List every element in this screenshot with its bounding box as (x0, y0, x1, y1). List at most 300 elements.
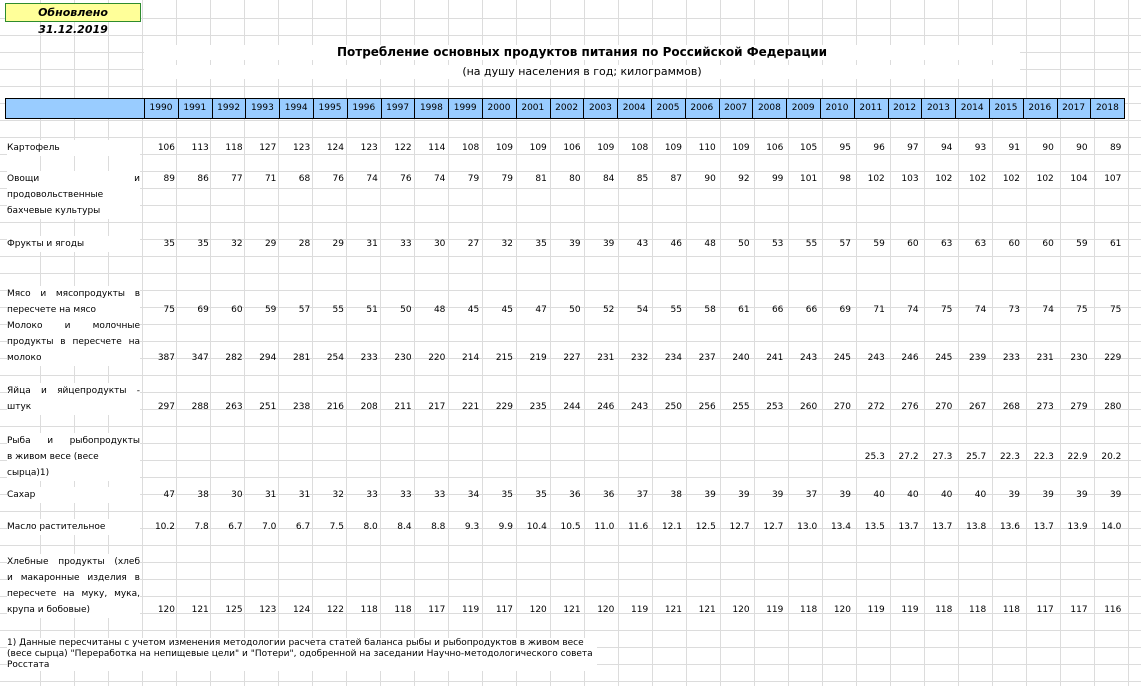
value-cell[interactable]: 77 (231, 174, 243, 184)
value-cell[interactable]: 127 (259, 143, 277, 153)
year-header-2000: 2000 (482, 99, 515, 118)
value-cell[interactable]: 30 (433, 239, 446, 249)
value-cell[interactable]: 90 (1076, 143, 1088, 153)
value-cell[interactable]: 279 (1070, 402, 1088, 412)
value-cell[interactable]: 235 (529, 402, 547, 412)
value-cell[interactable]: 35 (501, 490, 513, 500)
value-cell[interactable]: 76 (400, 174, 412, 184)
year-header-2004: 2004 (617, 99, 650, 118)
year-header-2008: 2008 (752, 99, 785, 118)
value-cell[interactable]: 27 (467, 239, 480, 249)
value-cell[interactable]: 117 (1036, 605, 1054, 615)
value-cell[interactable]: 66 (805, 305, 818, 315)
row-label-line: Яйца и яйцепродукты - (7, 383, 140, 399)
value-cell[interactable]: 50 (738, 239, 750, 249)
value-cell[interactable]: 118 (969, 605, 987, 615)
value-cell[interactable]: 233 (360, 353, 378, 363)
value-cell[interactable]: 30 (231, 490, 243, 500)
value-cell[interactable]: 246 (901, 353, 919, 363)
value-cell[interactable]: 118 (394, 605, 412, 615)
value-cell[interactable]: 109 (495, 143, 513, 153)
value-cell[interactable]: 239 (969, 353, 987, 363)
value-cell[interactable]: 124 (326, 143, 344, 153)
value-cell[interactable]: 39 (1076, 490, 1088, 500)
value-cell[interactable]: 22.3 (999, 452, 1020, 462)
value-cell[interactable]: 29 (332, 239, 344, 249)
row-label-line: Сахар (7, 487, 140, 503)
value-cell[interactable]: 216 (326, 402, 344, 412)
value-cell[interactable]: 39 (771, 490, 784, 500)
value-cell[interactable]: 39 (839, 490, 851, 500)
value-cell[interactable]: 10.4 (526, 522, 547, 532)
value-cell[interactable]: 117 (495, 605, 513, 615)
value-cell[interactable]: 13.7 (1033, 522, 1054, 532)
updated-badge[interactable]: Обновлено 31.12.2019 (5, 3, 141, 22)
value-cell[interactable]: 117 (428, 605, 446, 615)
value-cell[interactable]: 86 (197, 174, 209, 184)
value-cell[interactable]: 43 (636, 239, 649, 249)
value-cell[interactable]: 119 (462, 605, 480, 615)
value-cell[interactable]: 268 (1002, 402, 1020, 412)
value-cell[interactable]: 12.5 (695, 522, 716, 532)
value-cell[interactable]: 273 (1036, 402, 1054, 412)
value-cell[interactable]: 37 (636, 490, 649, 500)
value-cell[interactable]: 14.0 (1101, 522, 1122, 532)
value-cell[interactable]: 6.7 (228, 522, 243, 532)
value-cell[interactable]: 55 (332, 305, 344, 315)
value-cell[interactable]: 69 (197, 305, 209, 315)
year-header-1997: 1997 (381, 99, 414, 118)
value-cell[interactable]: 125 (225, 605, 243, 615)
value-cell[interactable]: 121 (563, 605, 581, 615)
value-cell[interactable]: 108 (631, 143, 649, 153)
value-cell[interactable]: 117 (1070, 605, 1088, 615)
value-cell[interactable]: 237 (698, 353, 716, 363)
value-cell[interactable]: 119 (766, 605, 784, 615)
value-cell[interactable]: 61 (738, 305, 750, 315)
value-cell[interactable]: 233 (1002, 353, 1020, 363)
value-cell[interactable]: 294 (259, 353, 277, 363)
value-cell[interactable]: 35 (197, 239, 209, 249)
value-cell[interactable]: 220 (428, 353, 446, 363)
value-cell[interactable]: 7.0 (262, 522, 277, 532)
value-cell[interactable]: 25.3 (864, 452, 885, 462)
value-cell[interactable]: 246 (597, 402, 615, 412)
value-cell[interactable]: 25.7 (966, 452, 987, 462)
value-cell[interactable]: 48 (704, 239, 716, 249)
value-cell[interactable]: 120 (529, 605, 547, 615)
value-cell[interactable]: 211 (394, 402, 412, 412)
row-label-line: Молоко и молочные (7, 318, 140, 334)
value-cell[interactable]: 47 (163, 490, 175, 500)
value-cell[interactable]: 263 (225, 402, 243, 412)
year-header-1991: 1991 (178, 99, 211, 118)
value-cell[interactable]: 109 (664, 143, 682, 153)
value-cell[interactable]: 74 (907, 305, 919, 315)
value-cell[interactable]: 108 (462, 143, 480, 153)
value-cell[interactable]: 240 (732, 353, 750, 363)
footnote: 1) Данные пересчитаны с учетом изменения методологии расчета статей баланса рыбы и рыбопродуктов в живом весе (весе сырца) "Переработка на непищевые цели" и "Потери", одобренной на заседании Научно-методологического совета Росстата (7, 638, 597, 671)
value-cell[interactable]: 10.2 (154, 522, 175, 532)
value-cell[interactable]: 297 (157, 402, 175, 412)
value-cell[interactable]: 8.4 (397, 522, 412, 532)
value-cell[interactable]: 79 (467, 174, 480, 184)
value-cell[interactable]: 245 (935, 353, 953, 363)
value-cell[interactable]: 63 (940, 239, 953, 249)
value-cell[interactable]: 123 (293, 143, 311, 153)
year-header-1993: 1993 (245, 99, 278, 118)
value-cell[interactable]: 76 (332, 174, 344, 184)
value-cell[interactable]: 282 (225, 353, 243, 363)
value-cell[interactable]: 114 (428, 143, 446, 153)
value-cell[interactable]: 38 (670, 490, 682, 500)
value-cell[interactable]: 121 (698, 605, 716, 615)
value-cell[interactable]: 13.8 (966, 522, 987, 532)
value-cell[interactable]: 75 (1076, 305, 1088, 315)
value-cell[interactable]: 270 (935, 402, 953, 412)
value-cell[interactable]: 102 (935, 174, 953, 184)
value-cell[interactable]: 63 (974, 239, 987, 249)
value-cell[interactable]: 59 (264, 305, 277, 315)
value-cell[interactable]: 241 (766, 353, 784, 363)
value-cell[interactable]: 102 (969, 174, 987, 184)
value-cell[interactable]: 13.4 (830, 522, 851, 532)
value-cell[interactable]: 118 (800, 605, 818, 615)
value-cell[interactable]: 121 (191, 605, 209, 615)
year-header-2002: 2002 (550, 99, 583, 118)
value-cell[interactable]: 13.0 (797, 522, 818, 532)
value-cell[interactable]: 122 (394, 143, 412, 153)
row-label-line: Мясо и мясопродукты в (7, 286, 140, 302)
value-cell[interactable]: 234 (664, 353, 682, 363)
value-cell[interactable]: 387 (157, 353, 175, 363)
value-cell[interactable]: 39 (1109, 490, 1122, 500)
value-cell[interactable]: 54 (636, 305, 649, 315)
year-header-1992: 1992 (212, 99, 245, 118)
value-cell[interactable]: 120 (597, 605, 615, 615)
row-label-line: в живом весе (весе сырца)1) (7, 449, 140, 481)
value-cell[interactable]: 90 (1042, 143, 1054, 153)
value-cell[interactable]: 22.9 (1067, 452, 1088, 462)
value-cell[interactable]: 75 (1109, 305, 1122, 315)
value-cell[interactable]: 55 (670, 305, 682, 315)
value-cell[interactable]: 10.5 (560, 522, 581, 532)
value-cell[interactable]: 109 (732, 143, 750, 153)
value-cell[interactable]: 29 (264, 239, 277, 249)
value-cell[interactable]: 250 (664, 402, 682, 412)
value-cell[interactable]: 45 (501, 305, 513, 315)
value-cell[interactable]: 36 (569, 490, 581, 500)
value-cell[interactable]: 37 (805, 490, 818, 500)
value-cell[interactable]: 208 (360, 402, 378, 412)
value-cell[interactable]: 31 (264, 490, 277, 500)
value-cell[interactable]: 280 (1104, 402, 1122, 412)
value-cell[interactable]: 33 (366, 490, 378, 500)
value-cell[interactable]: 27.2 (898, 452, 919, 462)
value-cell[interactable]: 93 (974, 143, 987, 153)
value-cell[interactable]: 13.6 (999, 522, 1020, 532)
value-cell[interactable]: 95 (839, 143, 851, 153)
value-cell[interactable]: 58 (704, 305, 716, 315)
value-cell[interactable]: 243 (867, 353, 885, 363)
year-header-1994: 1994 (279, 99, 312, 118)
value-cell[interactable]: 243 (800, 353, 818, 363)
value-cell[interactable]: 60 (1008, 239, 1020, 249)
value-cell[interactable]: 98 (839, 174, 851, 184)
value-cell[interactable]: 71 (264, 174, 277, 184)
value-cell[interactable]: 251 (259, 402, 277, 412)
year-header-2006: 2006 (685, 99, 718, 118)
value-cell[interactable]: 74 (366, 174, 378, 184)
value-cell[interactable]: 60 (1042, 239, 1054, 249)
value-cell[interactable]: 124 (293, 605, 311, 615)
row-label-line: молоко (7, 350, 140, 366)
value-cell[interactable]: 106 (766, 143, 784, 153)
value-cell[interactable]: 243 (631, 402, 649, 412)
value-cell[interactable]: 22.3 (1033, 452, 1054, 462)
value-cell[interactable]: 230 (1070, 353, 1088, 363)
value-cell[interactable]: 40 (974, 490, 987, 500)
value-cell[interactable]: 231 (1036, 353, 1054, 363)
value-cell[interactable]: 119 (867, 605, 885, 615)
value-cell[interactable]: 75 (940, 305, 953, 315)
value-cell[interactable]: 347 (191, 353, 209, 363)
value-cell[interactable]: 227 (563, 353, 581, 363)
value-cell[interactable]: 12.7 (763, 522, 784, 532)
value-cell[interactable]: 119 (901, 605, 919, 615)
value-cell[interactable]: 38 (197, 490, 209, 500)
value-cell[interactable]: 80 (569, 174, 581, 184)
value-cell[interactable]: 120 (833, 605, 851, 615)
value-cell[interactable]: 45 (467, 305, 480, 315)
value-cell[interactable]: 59 (1076, 239, 1088, 249)
row-label-line: Фрукты и ягоды (7, 236, 140, 252)
row-label-line: Хлебные продукты (хлеб (7, 554, 140, 570)
row-label-line: продукты в пересчете на (7, 334, 140, 350)
value-cell[interactable]: 33 (400, 490, 412, 500)
value-cell[interactable]: 39 (1008, 490, 1020, 500)
value-cell[interactable]: 217 (428, 402, 446, 412)
value-cell[interactable]: 120 (157, 605, 175, 615)
value-cell[interactable]: 12.1 (661, 522, 682, 532)
value-cell[interactable]: 281 (293, 353, 311, 363)
value-cell[interactable]: 13.7 (898, 522, 919, 532)
value-cell[interactable]: 9.9 (498, 522, 513, 532)
value-cell[interactable]: 229 (495, 402, 513, 412)
value-cell[interactable]: 40 (907, 490, 919, 500)
value-cell[interactable]: 107 (1104, 174, 1122, 184)
value-cell[interactable]: 85 (636, 174, 649, 184)
value-cell[interactable]: 231 (597, 353, 615, 363)
value-cell[interactable]: 87 (670, 174, 682, 184)
value-cell[interactable]: 118 (935, 605, 953, 615)
value-cell[interactable]: 118 (360, 605, 378, 615)
value-cell[interactable]: 116 (1104, 605, 1122, 615)
value-cell[interactable]: 74 (433, 174, 446, 184)
value-cell[interactable]: 60 (907, 239, 919, 249)
value-cell[interactable]: 39 (738, 490, 750, 500)
value-cell[interactable]: 61 (1109, 239, 1122, 249)
value-cell[interactable]: 245 (833, 353, 851, 363)
value-cell[interactable]: 81 (535, 174, 547, 184)
value-cell[interactable]: 47 (535, 305, 547, 315)
value-cell[interactable]: 260 (800, 402, 818, 412)
value-cell[interactable]: 102 (1036, 174, 1054, 184)
value-cell[interactable]: 60 (231, 305, 243, 315)
value-cell[interactable]: 84 (602, 174, 615, 184)
value-cell[interactable]: 79 (501, 174, 513, 184)
value-cell[interactable]: 74 (1042, 305, 1054, 315)
value-cell[interactable]: 232 (631, 353, 649, 363)
value-cell[interactable]: 35 (163, 239, 175, 249)
value-cell[interactable]: 97 (907, 143, 919, 153)
value-cell[interactable]: 122 (326, 605, 344, 615)
value-cell[interactable]: 89 (1109, 143, 1122, 153)
value-cell[interactable]: 121 (664, 605, 682, 615)
value-cell[interactable]: 75 (163, 305, 175, 315)
value-cell[interactable]: 244 (563, 402, 581, 412)
value-cell[interactable]: 120 (732, 605, 750, 615)
value-cell[interactable]: 99 (771, 174, 784, 184)
value-cell[interactable]: 55 (805, 239, 818, 249)
value-cell[interactable]: 7.8 (194, 522, 209, 532)
value-cell[interactable]: 8.8 (431, 522, 446, 532)
value-cell[interactable]: 288 (191, 402, 209, 412)
value-cell[interactable]: 109 (597, 143, 615, 153)
value-cell[interactable]: 48 (433, 305, 446, 315)
value-cell[interactable]: 272 (867, 402, 885, 412)
value-cell[interactable]: 106 (157, 143, 175, 153)
value-cell[interactable]: 6.7 (295, 522, 311, 532)
value-cell[interactable]: 91 (1008, 143, 1020, 153)
value-cell[interactable]: 13.7 (932, 522, 953, 532)
value-cell[interactable]: 66 (771, 305, 784, 315)
value-cell[interactable]: 46 (670, 239, 682, 249)
value-cell[interactable]: 13.9 (1067, 522, 1088, 532)
value-cell[interactable]: 118 (225, 143, 243, 153)
value-cell[interactable]: 102 (867, 174, 885, 184)
value-cell[interactable]: 57 (298, 305, 311, 315)
value-cell[interactable]: 267 (969, 402, 987, 412)
value-cell[interactable]: 11.0 (594, 522, 615, 532)
year-header-1990: 1990 (144, 99, 177, 118)
value-cell[interactable]: 102 (1002, 174, 1020, 184)
value-cell[interactable]: 119 (631, 605, 649, 615)
value-cell[interactable]: 238 (293, 402, 311, 412)
value-cell[interactable]: 123 (259, 605, 277, 615)
value-cell[interactable]: 214 (462, 353, 480, 363)
value-cell[interactable]: 103 (901, 174, 919, 184)
value-cell[interactable]: 109 (529, 143, 547, 153)
value-cell[interactable]: 40 (873, 490, 885, 500)
value-cell[interactable]: 254 (326, 353, 344, 363)
value-cell[interactable]: 9.3 (464, 522, 480, 532)
value-cell[interactable]: 59 (873, 239, 885, 249)
value-cell[interactable]: 33 (400, 239, 412, 249)
value-cell[interactable]: 33 (433, 490, 446, 500)
value-cell[interactable]: 57 (839, 239, 851, 249)
value-cell[interactable]: 229 (1104, 353, 1122, 363)
value-cell[interactable]: 106 (563, 143, 581, 153)
value-cell[interactable]: 11.6 (628, 522, 649, 532)
value-cell[interactable]: 12.7 (729, 522, 750, 532)
value-cell[interactable]: 110 (698, 143, 716, 153)
value-cell[interactable]: 20.2 (1101, 452, 1122, 462)
value-cell[interactable]: 51 (366, 305, 378, 315)
value-cell[interactable]: 230 (394, 353, 412, 363)
year-header-1999: 1999 (448, 99, 481, 118)
value-cell[interactable]: 92 (738, 174, 750, 184)
value-cell[interactable]: 7.5 (329, 522, 344, 532)
value-cell[interactable]: 39 (1042, 490, 1054, 500)
value-cell[interactable]: 104 (1070, 174, 1088, 184)
value-cell[interactable]: 270 (833, 402, 851, 412)
value-cell[interactable]: 32 (231, 239, 243, 249)
value-cell[interactable]: 31 (298, 490, 311, 500)
value-cell[interactable]: 53 (771, 239, 784, 249)
value-cell[interactable]: 71 (873, 305, 885, 315)
value-cell[interactable]: 96 (873, 143, 885, 153)
value-cell[interactable]: 32 (332, 490, 344, 500)
value-cell[interactable]: 74 (974, 305, 987, 315)
year-header-2010: 2010 (820, 99, 853, 118)
year-header-2018: 2018 (1090, 99, 1123, 118)
value-cell[interactable]: 39 (569, 239, 581, 249)
value-cell[interactable]: 68 (298, 174, 311, 184)
value-cell[interactable]: 35 (535, 490, 547, 500)
value-cell[interactable]: 73 (1008, 305, 1020, 315)
value-cell[interactable]: 35 (535, 239, 547, 249)
value-cell[interactable]: 215 (495, 353, 513, 363)
value-cell[interactable]: 253 (766, 402, 784, 412)
year-header-2005: 2005 (651, 99, 684, 118)
value-cell[interactable]: 69 (839, 305, 851, 315)
year-header-2011: 2011 (854, 99, 887, 118)
value-cell[interactable]: 36 (602, 490, 615, 500)
value-cell[interactable]: 256 (698, 402, 716, 412)
value-cell[interactable]: 219 (529, 353, 547, 363)
value-cell[interactable]: 94 (940, 143, 953, 153)
value-cell[interactable]: 39 (602, 239, 615, 249)
value-cell[interactable]: 8.0 (363, 522, 378, 532)
value-cell[interactable]: 34 (467, 490, 480, 500)
value-cell[interactable]: 40 (940, 490, 953, 500)
value-cell[interactable]: 28 (298, 239, 311, 249)
value-cell[interactable]: 255 (732, 402, 750, 412)
row-label-line: пересчете на мясо (7, 302, 140, 318)
value-cell[interactable]: 39 (704, 490, 716, 500)
value-cell[interactable]: 123 (360, 143, 378, 153)
value-cell[interactable]: 27.3 (932, 452, 953, 462)
value-cell[interactable]: 50 (400, 305, 412, 315)
value-cell[interactable]: 32 (501, 239, 513, 249)
value-cell[interactable]: 276 (901, 402, 919, 412)
value-cell[interactable]: 52 (602, 305, 615, 315)
row-label-line: Картофель (7, 140, 140, 156)
value-cell[interactable]: 221 (462, 402, 480, 412)
value-cell[interactable]: 13.5 (864, 522, 885, 532)
value-cell[interactable]: 118 (1002, 605, 1020, 615)
value-cell[interactable]: 89 (163, 174, 175, 184)
value-cell[interactable]: 105 (800, 143, 818, 153)
value-cell[interactable]: 90 (704, 174, 716, 184)
value-cell[interactable]: 31 (366, 239, 378, 249)
value-cell[interactable]: 113 (191, 143, 209, 153)
value-cell[interactable]: 101 (800, 174, 818, 184)
value-cell[interactable]: 50 (569, 305, 581, 315)
year-header-2014: 2014 (955, 99, 988, 118)
year-header-2016: 2016 (1023, 99, 1056, 118)
